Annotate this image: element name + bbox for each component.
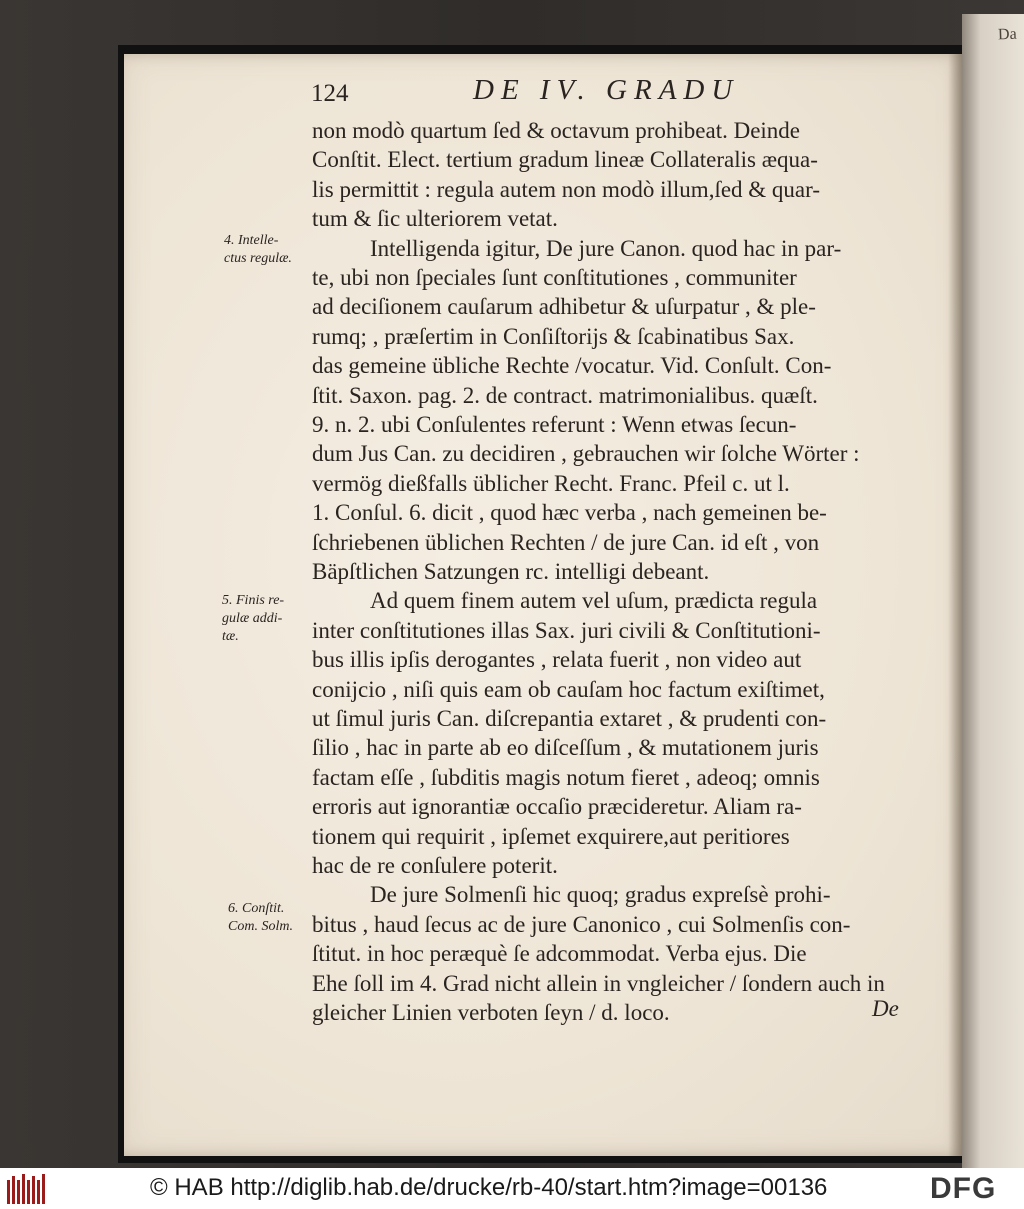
text-line: conijcio , niſi quis eam ob cauſam hoc factum exiſtimet, [312, 677, 825, 702]
page-gutter-shadow [948, 54, 962, 1156]
margin-note-line: ctus regulæ. [224, 251, 292, 266]
text-line: bus illis ipſis derogantes , relata fuerit , non video aut [312, 647, 802, 672]
text-line: te, ubi non ſpeciales ſunt conſtitutiones , communiter [312, 265, 797, 290]
text-line: tionem qui requirit , ipſemet exquirere,aut peritiores [312, 824, 790, 849]
text-line: Conſtit. Elect. tertium gradum lineæ Collateralis æqua- [312, 147, 818, 172]
text-line: lis permittit : regula autem non modò illum,ſed & quar- [312, 177, 820, 202]
text-line: das gemeine übliche Rechte /vocatur. Vid. Conſult. Con- [312, 353, 832, 378]
text-line: inter conſtitutiones illas Sax. juri civili & Conſtitutioni- [312, 618, 821, 643]
text-line: dum Jus Can. zu decidiren , gebrauchen wir ſolche Wörter : [312, 441, 860, 466]
page-header [305, 74, 905, 114]
text-line: ſtit. Saxon. pag. 2. de contract. matrimonialibus. quæſt. [312, 383, 818, 408]
adjacent-page-edge [962, 14, 1024, 1168]
text-line: ſtitut. in hoc peræquè ſe adcommodat. Verba ejus. Die [312, 941, 807, 966]
text-line: bitus , haud ſecus ac de jure Canonico , cui Solmenſis con- [312, 912, 851, 937]
text-line: ſilio , hac in parte ab eo diſceſſum , & mutationem juris [312, 735, 819, 760]
text-line: rumq; , præſertim in Conſiſtorijs & ſcabinatibus Sax. [312, 324, 795, 349]
copyright-url[interactable]: © HAB http://diglib.hab.de/drucke/rb-40/start.htm?image=00136 [150, 1174, 828, 1201]
catchword: De [872, 996, 899, 1021]
text-line: factam eſſe , ſubditis magis notum fieret , adeoq; omnis [312, 765, 820, 790]
hab-logo-icon [6, 1172, 46, 1206]
text-line: Bäpſtlichen Satzungen rc. intelligi debeant. [312, 559, 710, 584]
text-line: hac de re conſulere poterit. [312, 853, 558, 878]
margin-note-line: Com. Solm. [228, 919, 293, 934]
text-line: 1. Conſul. 6. dicit , quod hæc verba , nach gemeinen be- [312, 500, 827, 525]
margin-note-line: 6. Conſtit. [228, 901, 285, 916]
text-line: ſchriebenen üblichen Rechten / de jure Can. id eſt , von [312, 530, 820, 555]
footer-bar [0, 1168, 1024, 1209]
dfg-logo: DFG [930, 1172, 997, 1205]
text-line: 9. n. 2. ubi Conſulentes referunt : Wenn etwas ſecun- [312, 412, 797, 437]
page-number: 124 [311, 80, 349, 107]
text-line: Intelligenda igitur, De jure Canon. quod hac in par- [370, 236, 842, 261]
text-line: Ehe ſoll im 4. Grad nicht allein in vngleicher / ſondern auch in [312, 971, 885, 996]
margin-note-6 [228, 900, 293, 936]
margin-note-line: 4. Intelle- [224, 233, 279, 248]
text-line: Ad quem finem autem vel uſum, prædicta regula [370, 588, 818, 613]
text-line: ut ſimul juris Can. diſcrepantia extaret , & prudenti con- [312, 706, 827, 731]
text-line: erroris aut ignorantiæ occaſio præcideretur. Aliam ra- [312, 794, 802, 819]
margin-note-line: 5. Finis re- [222, 593, 285, 608]
adjacent-page-text: Da [997, 25, 1017, 44]
text-line: non modò quartum ſed & octavum prohibeat. Deinde [312, 118, 800, 143]
text-line: ad deciſionem cauſarum adhibetur & uſurpatur , & ple- [312, 294, 816, 319]
running-head: DE IV. GRADU [473, 74, 740, 106]
margin-note-line: gulæ addi- [222, 611, 283, 626]
text-line: De jure Solmenſi hic quoq; gradus expreſsè prohi- [370, 882, 831, 907]
text-line: vermög dießfalls üblicher Recht. Franc. Pfeil c. ut l. [312, 471, 790, 496]
margin-note-line: tæ. [222, 629, 239, 644]
margin-note-4 [224, 232, 292, 268]
text-line: gleicher Linien verboten ſeyn / d. loco. [312, 1000, 670, 1025]
text-line: tum & ſic ulteriorem vetat. [312, 206, 558, 231]
margin-note-5 [222, 592, 284, 646]
